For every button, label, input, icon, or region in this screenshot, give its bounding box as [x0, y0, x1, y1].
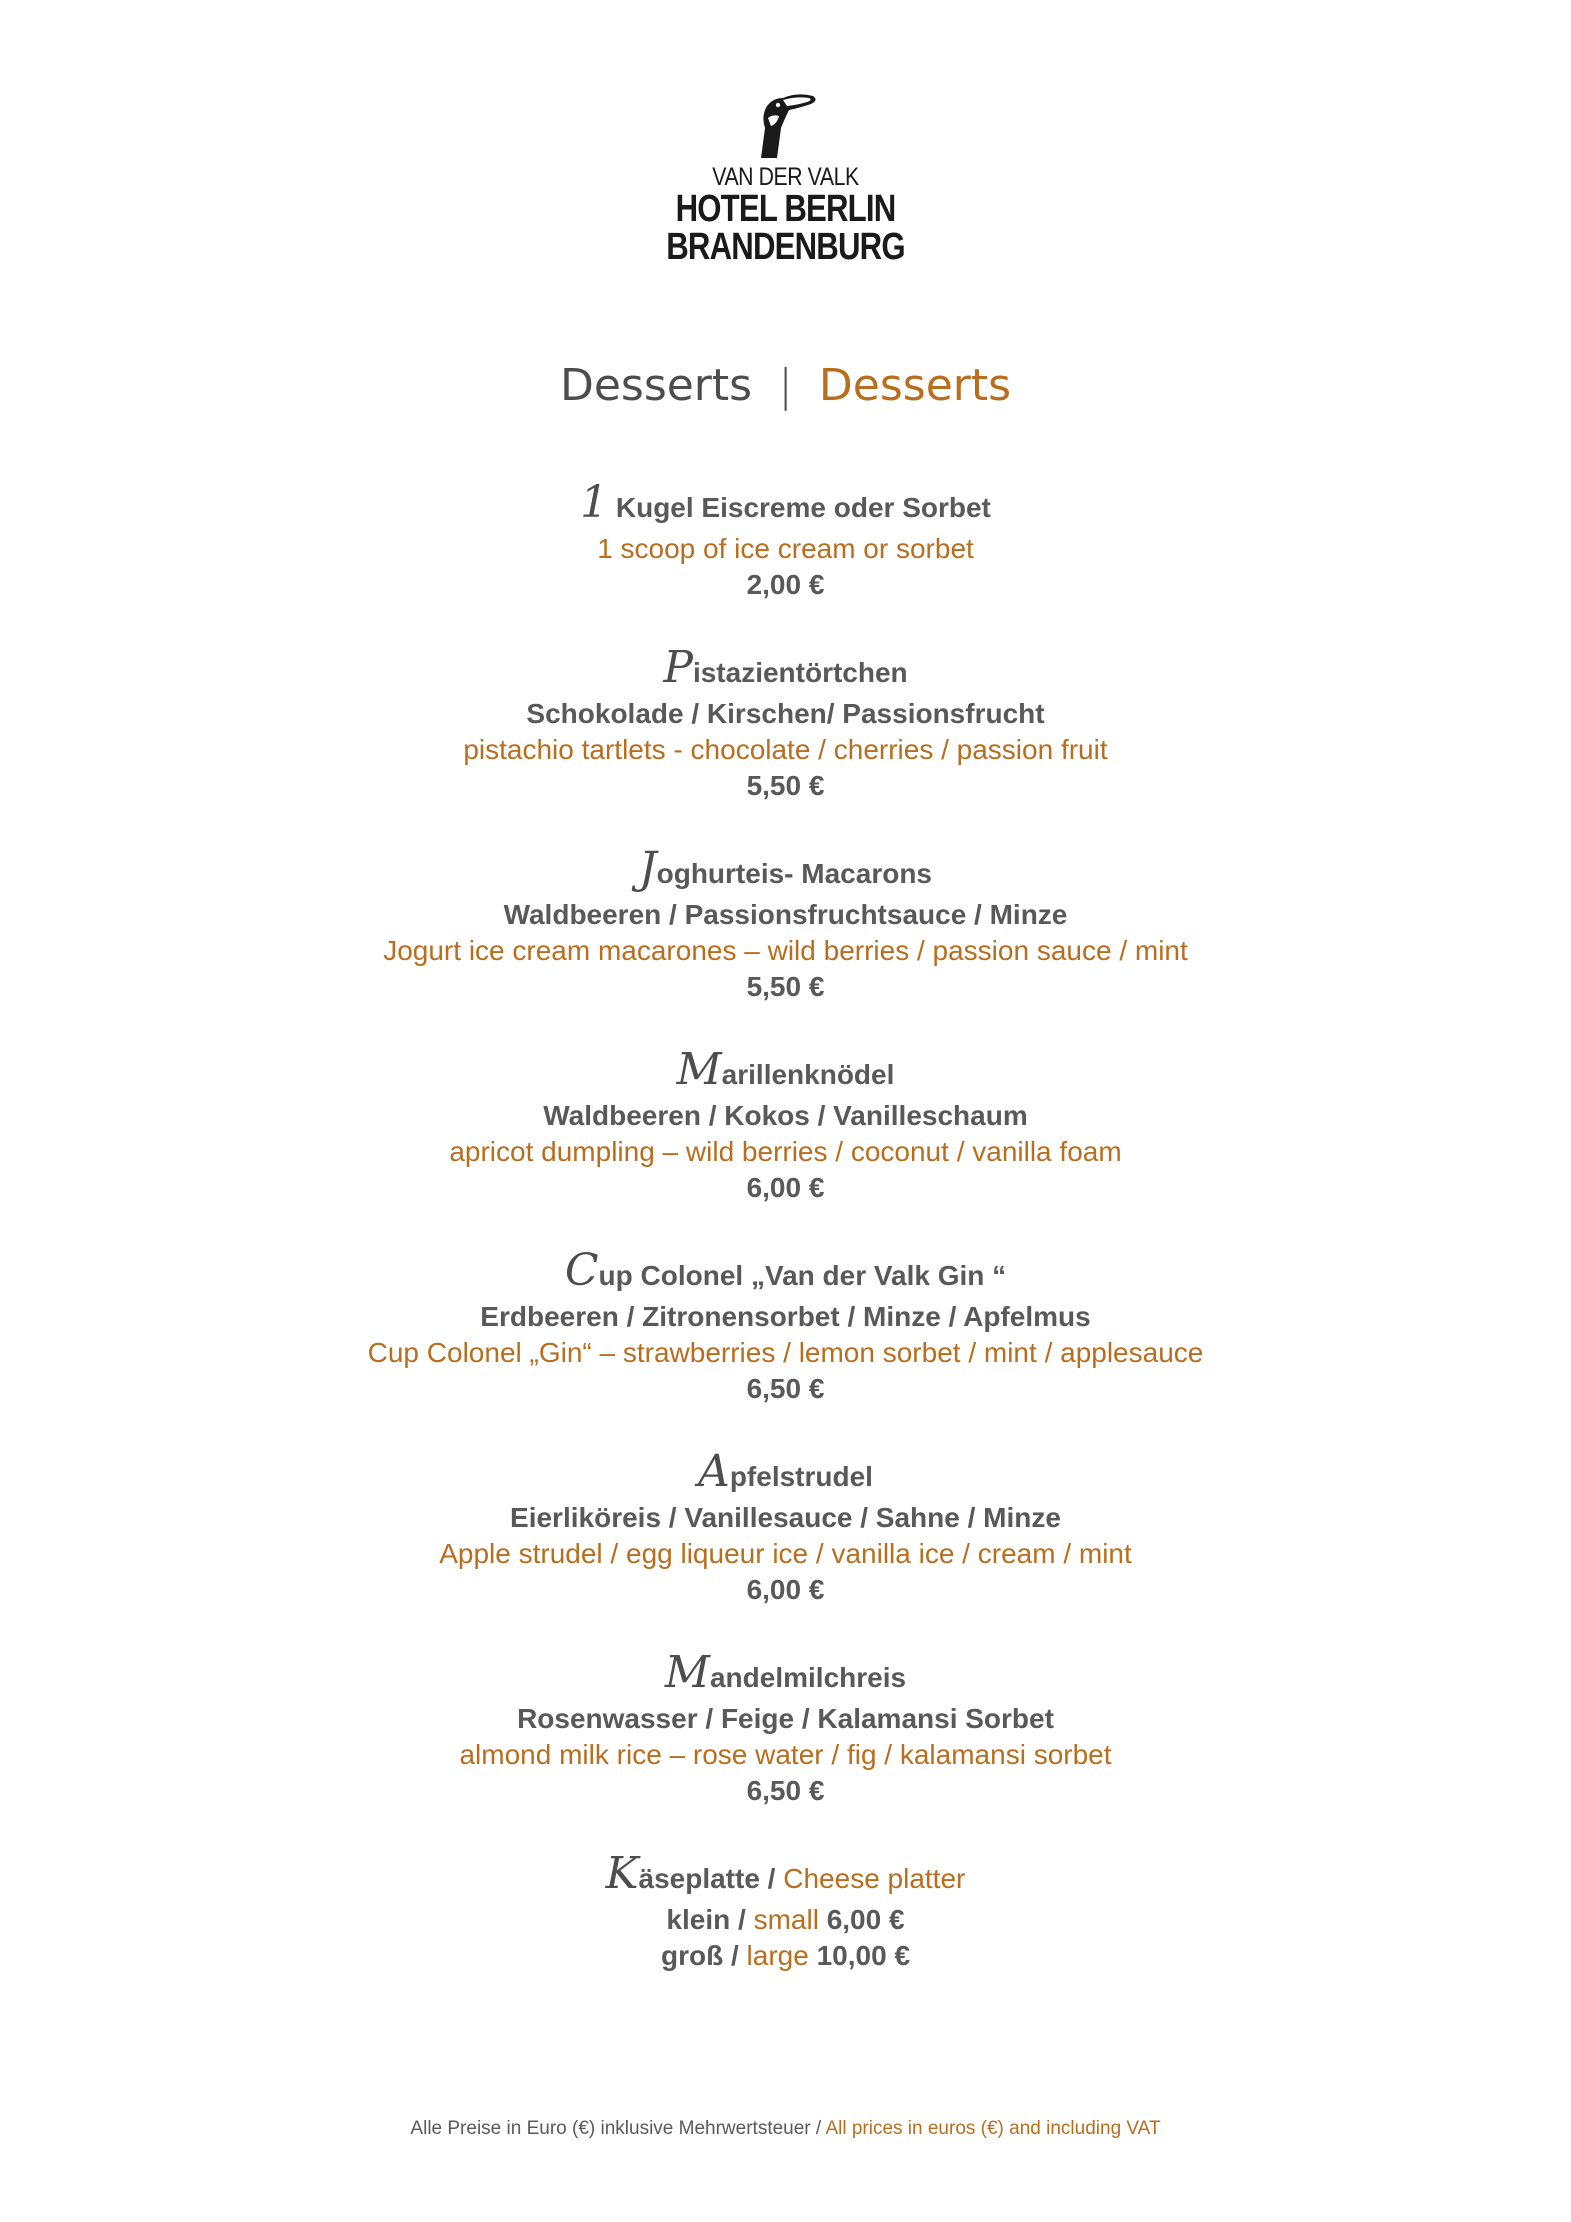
item-title [0, 843, 1571, 897]
item-title-rest: arillenknödel [721, 1059, 895, 1090]
item-english: 1 scoop of ice cream or sorbet [597, 533, 974, 564]
item-english: Jogurt ice cream macarones – wild berries / passion sauce / mint [383, 935, 1188, 966]
item-initial: K [605, 1848, 639, 1899]
item-title-rest: Kugel Eiscreme oder Sorbet [608, 492, 991, 523]
item-title [0, 1044, 1571, 1098]
size-large [0, 1938, 1571, 1974]
page-title [0, 358, 1571, 414]
item-title [0, 1446, 1571, 1500]
item-initial: P [663, 642, 693, 693]
item-english: pistachio tartlets - chocolate / cherries / passion fruit [463, 734, 1108, 765]
logo-line-location: BRANDENBURG [666, 226, 905, 268]
size-small-price: 6,00 € [818, 1904, 905, 1935]
title-slash: / [759, 1863, 784, 1894]
item-price: 6,50 € [746, 1775, 825, 1806]
item-english: apricot dumpling – wild berries / coconut / vanilla foam [449, 1136, 1122, 1167]
item-german: Schokolade / Kirschen/ Passionsfrucht [526, 698, 1045, 729]
item-initial: 1 [580, 477, 609, 528]
logo-line-hotel: HOTEL BERLIN [675, 188, 896, 230]
item-price: 5,50 € [746, 971, 825, 1002]
item-initial: J [638, 843, 657, 894]
footnote-german: Alle Preise in Euro (€) inklusive Mehrwertsteuer [410, 2118, 811, 2139]
item-title-rest: up Colonel „Van der Valk Gin “ [598, 1260, 1007, 1291]
item-initial: A [698, 1446, 730, 1497]
size-small-en: small [753, 1904, 819, 1935]
menu-item [0, 642, 1571, 804]
item-title [0, 642, 1571, 696]
size-large-de: groß [660, 1940, 724, 1971]
dessert-list [0, 477, 1571, 2016]
logo-line-brand: VAN DER VALK [712, 163, 859, 191]
item-german: Eierliköreis / Vanillesauce / Sahne / Minze [510, 1502, 1061, 1533]
title-english: Desserts [818, 360, 1012, 411]
size-small-de: klein [666, 1904, 731, 1935]
item-price: 5,50 € [746, 770, 825, 801]
item-english: almond milk rice – rose water / fig / kalamansi sorbet [459, 1739, 1112, 1770]
item-title-english: Cheese platter [783, 1863, 966, 1894]
item-title [0, 477, 1571, 531]
item-title [0, 1245, 1571, 1299]
menu-item [0, 843, 1571, 1005]
item-title-rest: oghurteis- Macarons [656, 858, 933, 889]
item-english: Cup Colonel „Gin“ – strawberries / lemon sorbet / mint / applesauce [367, 1337, 1204, 1368]
item-title-rest: pfelstrudel [729, 1461, 873, 1492]
item-german: Waldbeeren / Passionsfruchtsauce / Minze [503, 899, 1068, 930]
menu-item-cheese [0, 1848, 1571, 1974]
menu-item [0, 1044, 1571, 1206]
toucan-icon [751, 88, 821, 160]
menu-item [0, 1446, 1571, 1608]
item-price: 6,00 € [746, 1574, 825, 1605]
item-german: Rosenwasser / Feige / Kalamansi Sorbet [517, 1703, 1054, 1734]
size-large-en: large [746, 1940, 809, 1971]
item-price: 2,00 € [746, 569, 825, 600]
size-large-price: 10,00 € [808, 1940, 911, 1971]
item-price: 6,00 € [746, 1172, 825, 1203]
menu-item [0, 1647, 1571, 1809]
item-initial: M [664, 1647, 710, 1698]
size-large-slash: / [723, 1940, 747, 1971]
item-german: Erdbeeren / Zitronensorbet / Minze / Apfelmus [480, 1301, 1091, 1332]
item-title [0, 1848, 1571, 1902]
menu-item [0, 1245, 1571, 1407]
item-title [0, 1647, 1571, 1701]
item-german: Waldbeeren / Kokos / Vanilleschaum [543, 1100, 1028, 1131]
item-title-rest: istazientörtchen [692, 657, 908, 688]
title-separator: | [778, 360, 793, 411]
item-initial: C [564, 1245, 599, 1296]
item-title-rest: andelmilchreis [709, 1662, 907, 1693]
price-footnote [0, 2118, 1571, 2140]
footnote-english: All prices in euros (€) and including VAT [825, 2118, 1161, 2139]
item-price: 6,50 € [746, 1373, 825, 1404]
size-small-slash: / [730, 1904, 754, 1935]
title-german: Desserts [559, 360, 753, 411]
menu-item [0, 477, 1571, 603]
item-english: Apple strudel / egg liqueur ice / vanilla ice / cream / mint [439, 1538, 1132, 1569]
size-small [0, 1902, 1571, 1938]
item-initial: M [676, 1044, 722, 1095]
footnote-slash: / [810, 2118, 826, 2139]
hotel-logo [0, 88, 1571, 266]
item-title-rest: äseplatte [638, 1863, 760, 1894]
